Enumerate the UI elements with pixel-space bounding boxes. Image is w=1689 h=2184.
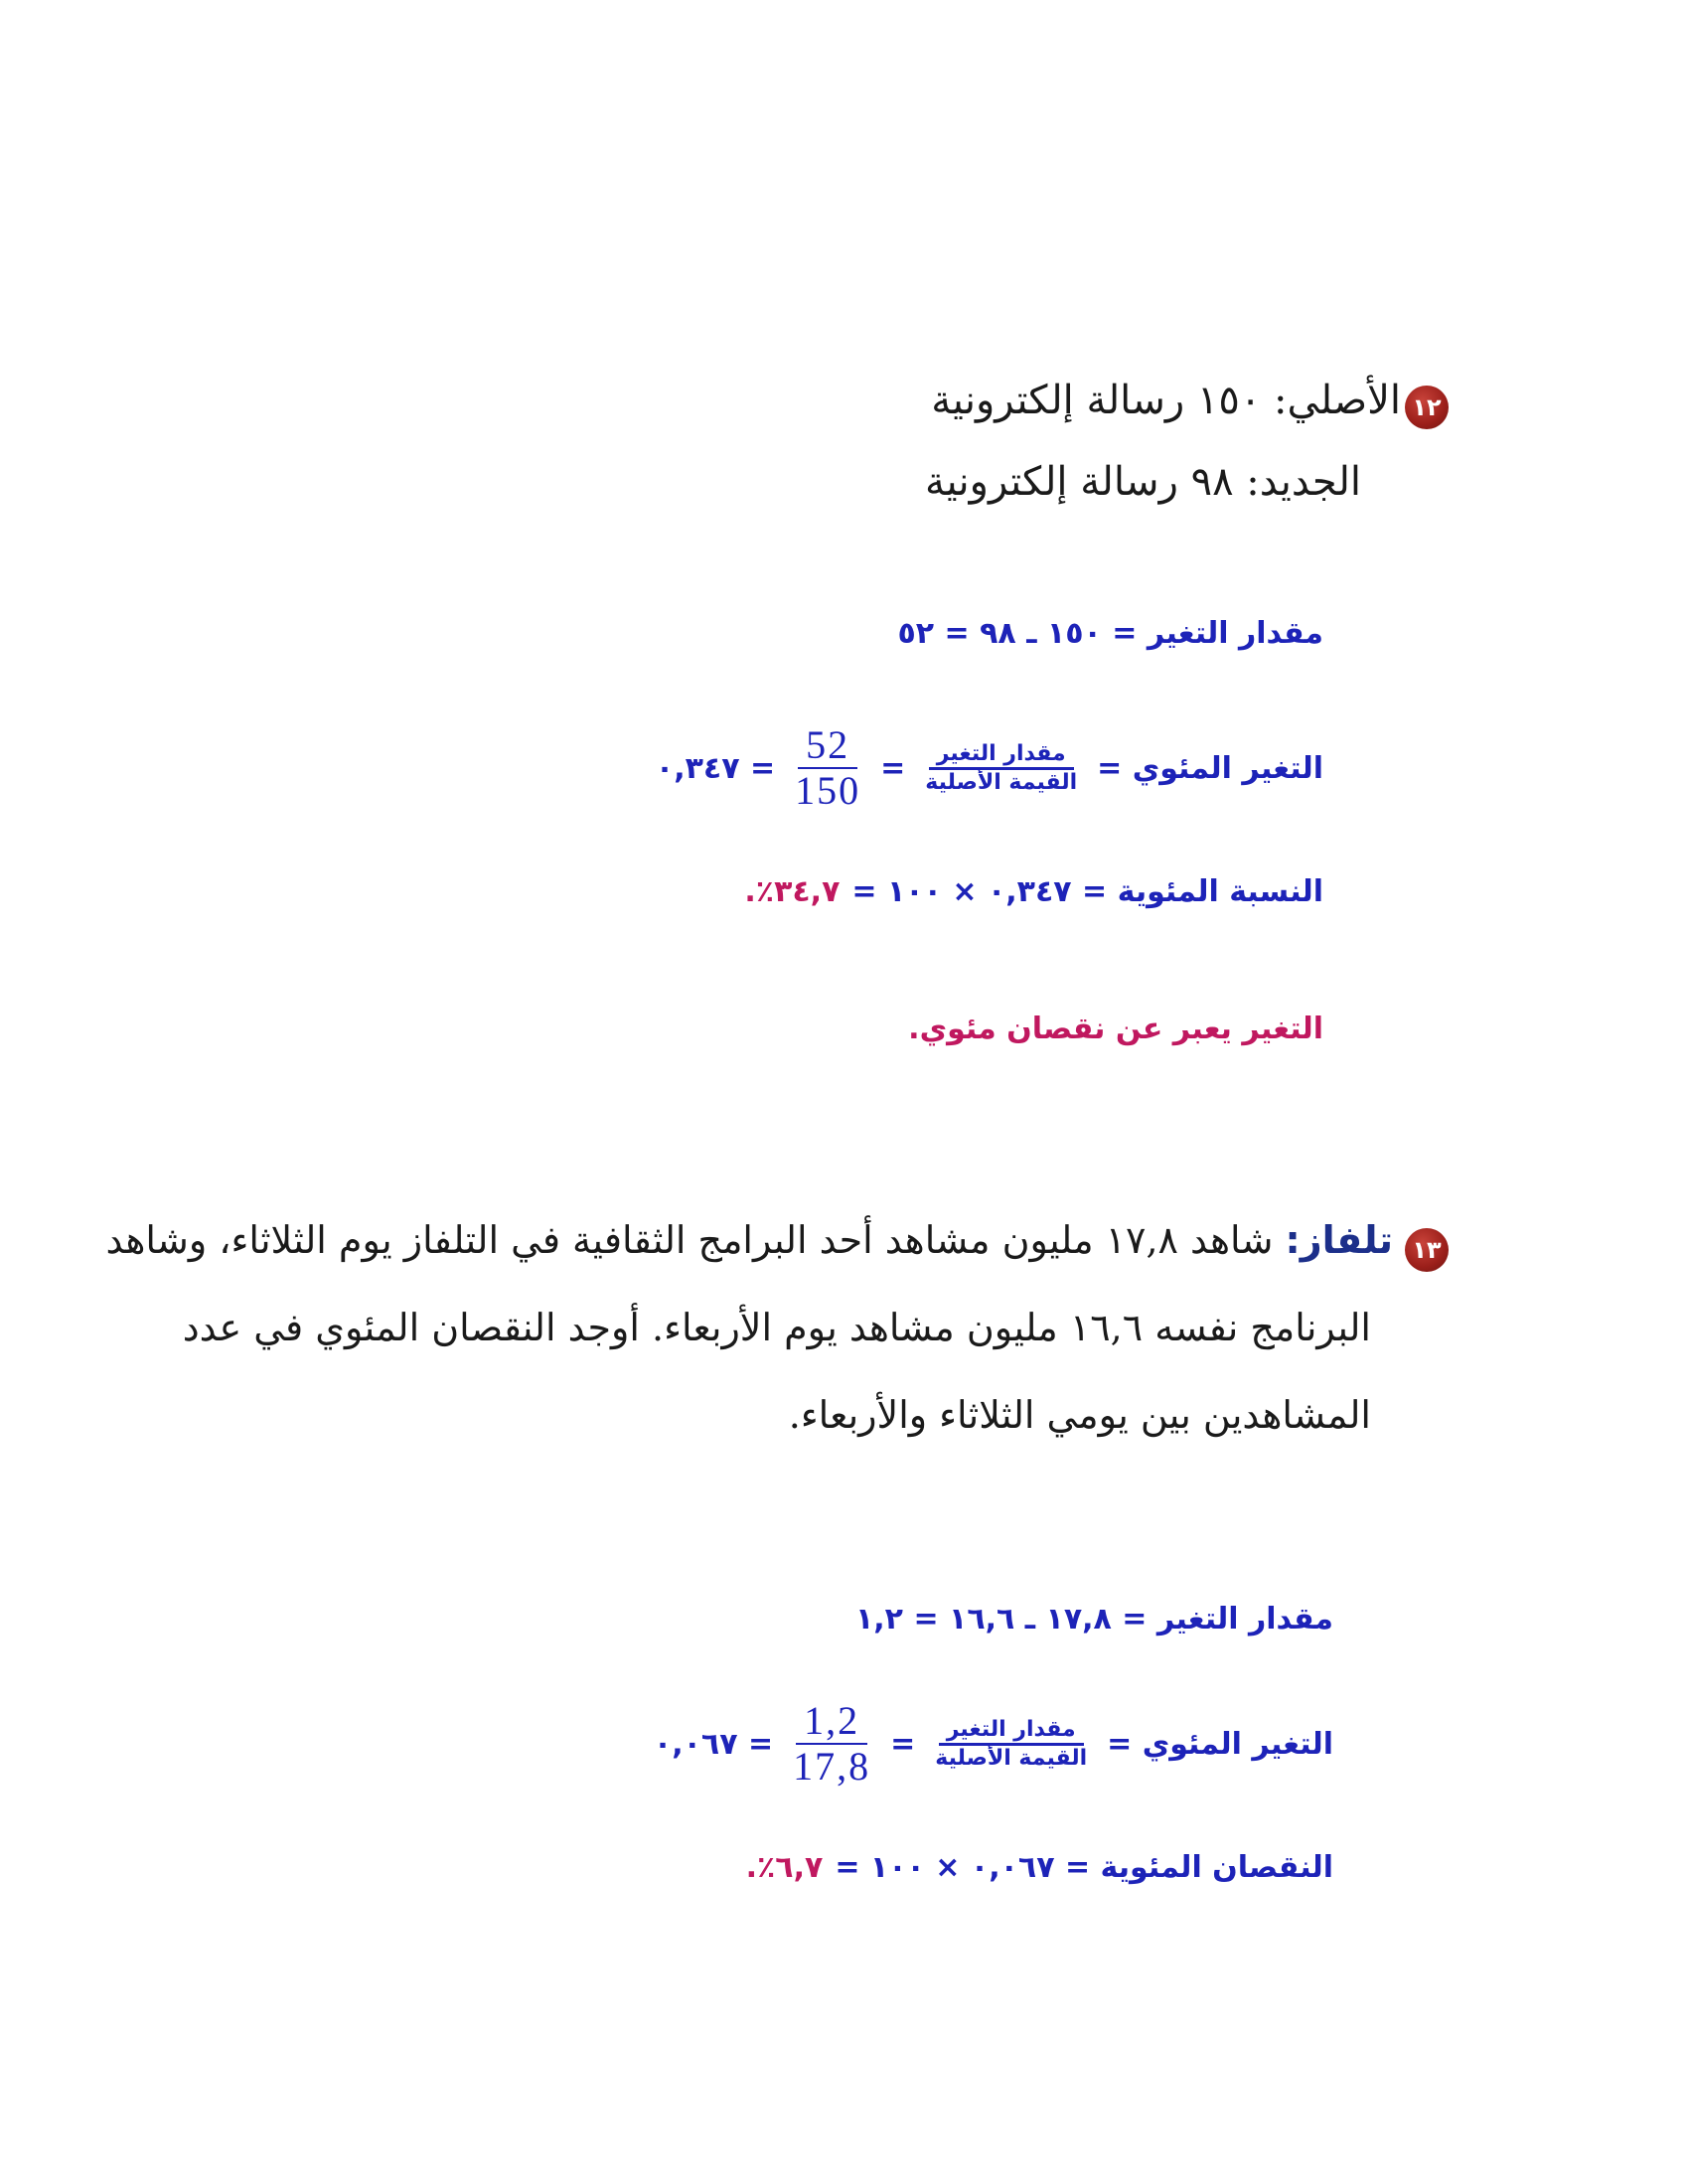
word-fraction-denominator: القيمة الأصلية — [925, 769, 1078, 795]
problem-12-conclusion: التغير يعبر عن نقصان مئوي. — [908, 1012, 1323, 1046]
problem-12-number: ١٢ — [1412, 393, 1442, 421]
problem-13-line-3: المشاهدين بين يومي الثلاثاء والأربعاء. — [788, 1393, 1371, 1437]
percent-change-label: التغير المئوي = — [1107, 1726, 1333, 1762]
equals-sign: = — [890, 1726, 916, 1762]
problem-12-percent-change — [656, 723, 1323, 813]
problem-12-new: الجديد: ٩٨ رسالة إلكترونية — [925, 459, 1361, 505]
number-fraction — [787, 723, 868, 813]
percent-change-label: التغير المئوي = — [1097, 750, 1323, 786]
problem-12-original: الأصلي: ١٥٠ رسالة إلكترونية — [931, 378, 1401, 423]
problem-13-percent-change — [654, 1699, 1333, 1789]
problem-13-line-1: تلفاز: شاهد ١٧,٨ مليون مشاهد أحد البرامج الثقافية في التلفاز يوم الثلاثاء، وشاهد — [105, 1218, 1393, 1262]
number-fraction-numerator: 1,2 — [796, 1699, 867, 1745]
number-fraction — [785, 1699, 878, 1789]
problem-13-change-amount: مقدار التغير = ١٧,٨ ـ ١٦,٦ = ١,٢ — [854, 1602, 1333, 1637]
percent-decrease-value: ٦,٧٪. — [745, 1850, 824, 1885]
percent-ratio-value: ٣٤,٧٪. — [744, 874, 841, 909]
problem-13-title: تلفاز: — [1285, 1218, 1393, 1262]
number-fraction-numerator: 52 — [798, 723, 857, 769]
number-fraction-denominator: 150 — [795, 768, 861, 813]
equals-sign: = — [880, 750, 906, 786]
problem-13-percent-decrease: النقصان المئوية = ٠,٠٦٧ × ١٠٠ = ٦,٧٪. — [745, 1850, 1333, 1885]
problem-13-badge — [1405, 1228, 1449, 1272]
word-fraction — [927, 1717, 1095, 1772]
problem-13-number: ١٣ — [1412, 1236, 1442, 1264]
word-fraction-numerator: مقدار التغير — [929, 741, 1074, 770]
problem-12-change-amount: مقدار التغير = ١٥٠ ـ ٩٨ = ٥٢ — [897, 616, 1323, 651]
percent-change-result: = ٠,٣٤٧ — [655, 750, 776, 786]
word-fraction-numerator: مقدار التغير — [939, 1717, 1084, 1746]
word-fraction-denominator: القيمة الأصلية — [935, 1745, 1088, 1771]
percent-change-result: = ٠,٠٦٧ — [653, 1726, 774, 1762]
number-fraction-denominator: 17,8 — [793, 1744, 871, 1789]
problem-12-percent-ratio: النسبة المئوية = ٠,٣٤٧ × ١٠٠ = ٣٤,٧٪. — [744, 874, 1323, 909]
word-fraction — [917, 741, 1085, 796]
problem-13-line-2: البرنامج نفسه ١٦,٦ مليون مشاهد يوم الأربعاء. أوجد النقصان المئوي في عدد — [182, 1306, 1371, 1349]
problem-12-badge — [1405, 386, 1449, 429]
